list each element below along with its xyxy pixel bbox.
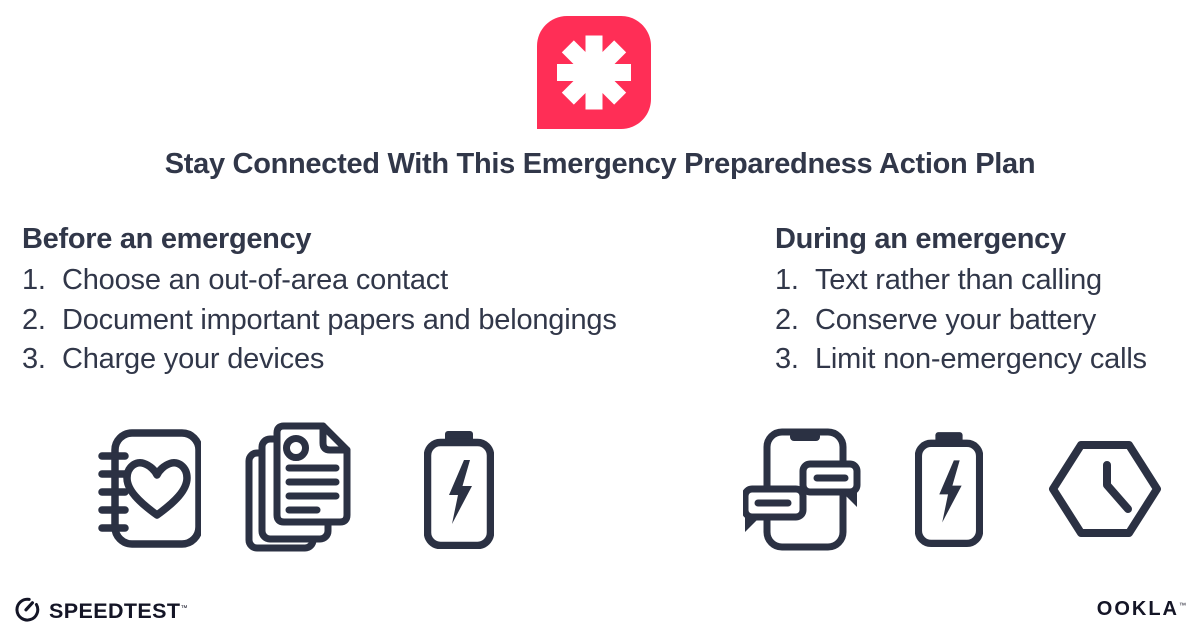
speedtest-logo [13,595,188,628]
asterisk-bubble-svg [537,16,651,129]
list-item-text: Conserve your battery [815,303,1097,336]
list-item-number: 1. [775,264,799,296]
list-item [22,340,722,380]
before-heading: Before an emergency [22,223,312,255]
list-item-number: 2. [775,303,799,336]
list-item-text: Charge your devices [62,343,325,375]
during-heading: During an emergency [775,223,1066,255]
ookla-trademark: ™ [1179,602,1188,610]
contact-book-heart-icon [97,429,201,554]
ookla-wordmark: OOKLA™ [1096,598,1188,620]
page-title: Stay Connected With This Emergency Preparedness Action Plan [164,148,1036,180]
list-item-number: 3. [775,343,799,375]
clock-hexagon-icon [1046,435,1164,548]
list-item-number: 1. [22,264,46,296]
speedtest-trademark: ™ [180,604,188,612]
battery-charging-icon [915,429,983,553]
list-item-text: Text rather than calling [815,264,1102,296]
list-item [775,340,1195,380]
list-item [22,261,722,301]
list-item-text: Choose an out-of-area contact [62,264,448,296]
during-list [775,261,1195,380]
section-before-emergency [22,219,722,380]
asterisk-bubble-icon [537,16,651,129]
speedtest-wordmark: SPEEDTEST™ [49,599,188,623]
document-stack-icon [243,422,353,557]
list-item [775,261,1195,301]
speedtest-gauge-icon [13,595,40,628]
list-item-number: 3. [22,343,46,375]
list-item [22,301,722,341]
phone-text-messages-icon [743,427,861,556]
section-during-emergency [775,219,1195,380]
ookla-logo [1097,598,1188,621]
list-item-text: Limit non-emergency calls [815,343,1147,375]
battery-charging-icon [424,429,494,554]
list-item-text: Document important papers and belongings [62,303,617,336]
before-list [22,261,722,380]
list-item-number: 2. [22,303,46,336]
list-item [775,301,1195,341]
